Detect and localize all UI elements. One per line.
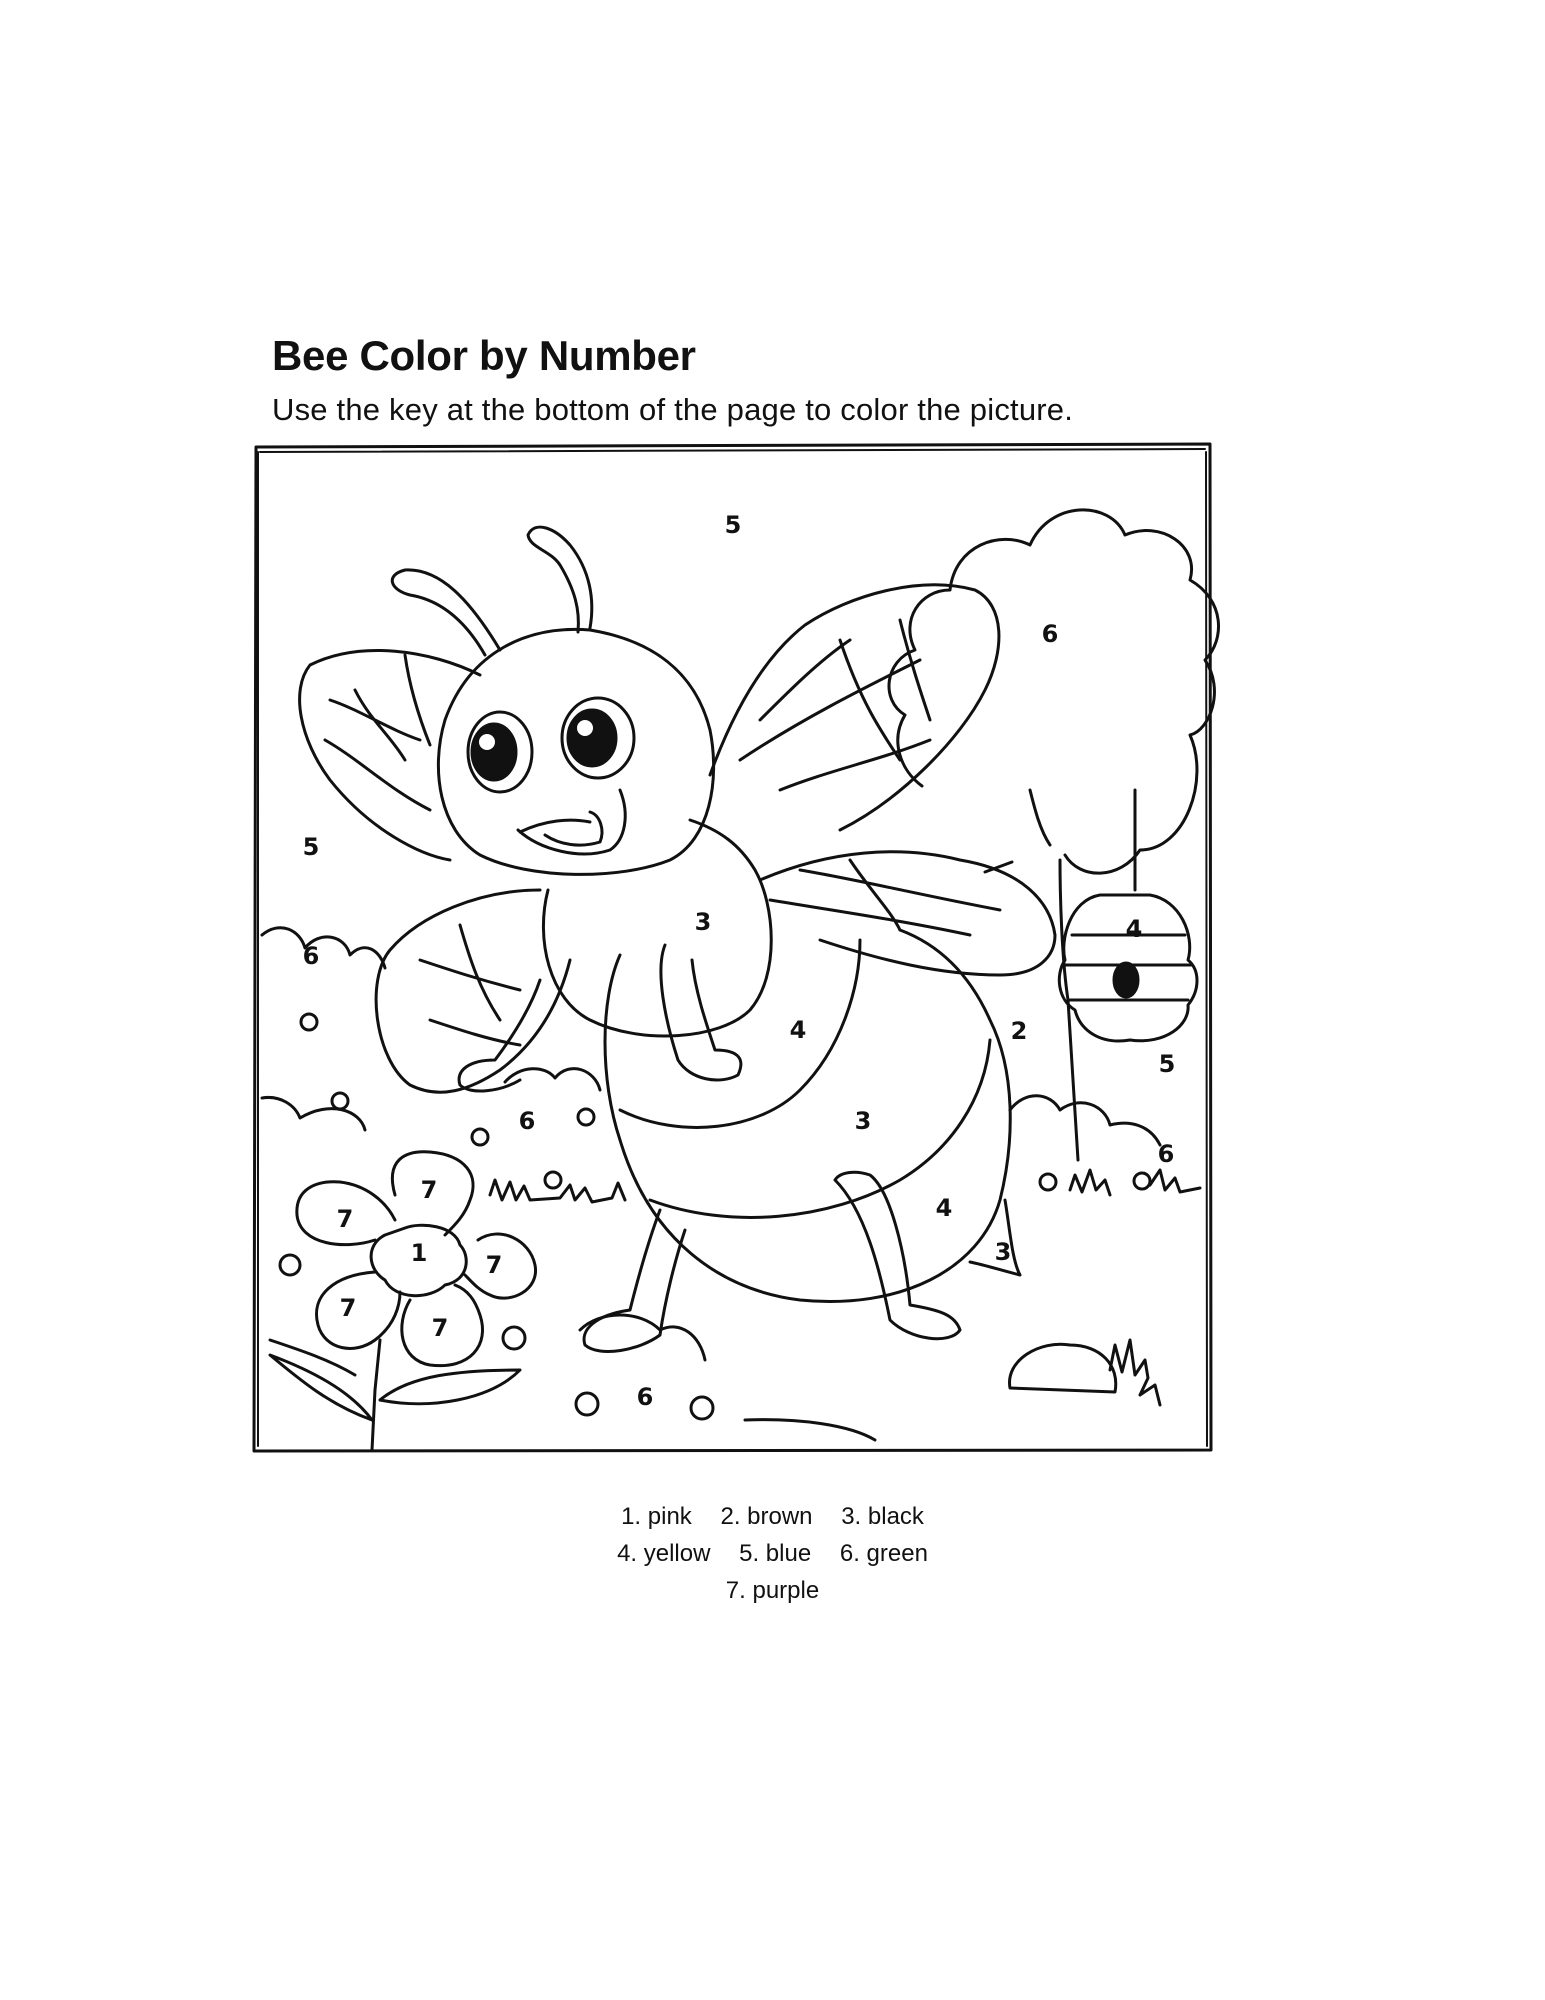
region-number: 4 [935,1194,953,1222]
page-title: Bee Color by Number [272,332,696,379]
color-key-row [0,1498,1545,1535]
key-item: 5. blue [739,1540,812,1567]
key-item: 6. green [839,1540,928,1567]
color-key-row [0,1572,1545,1609]
region-number: 7 [485,1251,503,1279]
region-number: 3 [694,908,712,936]
region-number: 1 [410,1239,428,1267]
region-number: 5 [302,833,320,861]
region-number: 6 [518,1107,536,1135]
region-number: 3 [854,1107,872,1135]
region-number: 7 [431,1314,449,1342]
region-number: 3 [994,1238,1012,1266]
key-item: 3. black [841,1503,924,1530]
region-number: 5 [724,511,742,539]
region-number: 6 [302,942,320,970]
region-number: 7 [336,1205,354,1233]
bee-wing-right-top [710,585,999,830]
bee-arm-right [661,945,741,1080]
ground-hill [270,1315,875,1440]
rock [1010,1344,1116,1392]
region-number: 7 [339,1294,357,1322]
key-item: 7. purple [725,1577,820,1604]
region-number: 7 [420,1176,438,1204]
instructions: Use the key at the bottom of the page to color the picture. [272,392,1074,427]
region-number: 2 [1010,1017,1028,1045]
beehive-hole [1114,963,1138,997]
color-key [0,1498,1545,1609]
bee-antenna-right [528,527,592,632]
region-number: 6 [1157,1140,1175,1168]
region-number: 4 [789,1016,807,1044]
region-number: 5 [1158,1050,1176,1078]
region-number: 4 [1125,915,1143,943]
tree-canopy [889,510,1219,873]
key-item: 1. pink [621,1503,692,1530]
region-number: 6 [1041,620,1059,648]
bee-antenna-left [392,570,500,655]
bush-left [262,928,385,968]
color-key-row [0,1535,1545,1572]
frame-border [254,444,1211,1451]
region-number: 6 [636,1383,654,1411]
bee-body [605,930,1010,1302]
coloring-picture [252,440,1232,1456]
bee-arm-left [459,980,540,1091]
flower-stem [270,1340,520,1450]
key-item: 4. yellow [617,1540,711,1567]
key-item: 2. brown [720,1503,813,1530]
